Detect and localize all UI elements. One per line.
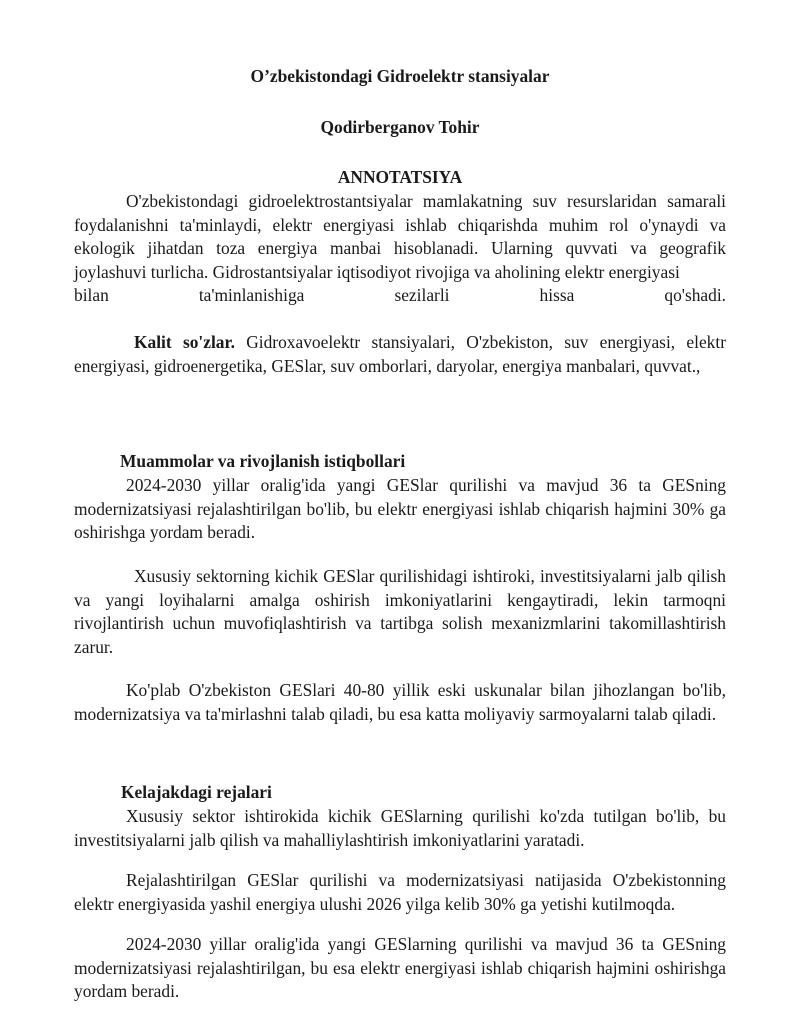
abstract-paragraph: O'zbekistondagi gidroelektrostantsiyalar mamlakatning suv resurslaridan samarali foydalanishni ta'minlaydi, elektr energiyasi ishlab chiqarishda muhim rol o'ynaydi va ekologik jihatdan toza energiya manbai hisoblanadi. Ularning quvvati va geografik joylashuvi turlicha. Gidrostantsiyalar iqtisodiyot rivojiga va aholining elektr energiyasi [74, 191, 726, 282]
section1-paragraph-3: Ko'plab O'zbekiston GESlari 40-80 yillik eski uskunalar bilan jihozlangan bo'lib, modernizatsiya va ta'mirlashni talab qiladi, bu esa katta moliyaviy sarmoyalarni talab qiladi. [74, 680, 726, 724]
section2-paragraph-2: Rejalashtirilgan GESlar qurilishi va modernizatsiyasi natijasida O'zbekistonning elektr energiyasida yashil energiya ulushi 2026 yilga kelib 30% ga yetishi kutilmoqda. [74, 870, 726, 914]
annotation-heading: ANNOTATSIYA [337, 167, 463, 187]
section1-paragraph-2: Xususiy sektorning kichik GESlar qurilishidagi ishtiroki, investitsiyalarni jalb qilish va yangi loyihalarni amalga oshirish imkoniyatlarini kengaytiradi, lekin tarmoqni rivojlantirish uchun muvofiqlashtirish va tartibga solish mexanizmlarini takomillashtirish zarur. [74, 566, 726, 657]
keywords-text: Gidroxavoelektr stansiyalari, O'zbekiston, suv energiyasi, elektr energiyasi, gidroenergetika, GESlar, suv omborlari, daryolar, energiya manbalari, quvvat., [74, 332, 726, 376]
section2-paragraph-1: Xususiy sektor ishtirokida kichik GESlarning qurilishi ko'zda tutilgan bo'lib, bu investitsiyalarni jalb qilish va mahalliylashtirish imkoniyatlarini yaratadi. [74, 806, 726, 850]
document-title: O’zbekistondagi Gidroelektr stansiyalar [250, 66, 550, 86]
section-heading-future: Kelajakdagi rejalari [121, 782, 272, 802]
section-heading-problems: Muammolar va rivojlanish istiqbollari [120, 451, 406, 471]
section1-paragraph-1: 2024-2030 yillar oralig'ida yangi GESlar qurilishi va mavjud 36 ta GESning modernizatsiyasi rejalashtirilgan bo'lib, bu elektr energiyasi ishlab chiqarish hajmini 30% ga oshirishga yordam beradi. [74, 475, 726, 543]
section2-paragraph-3: 2024-2030 yillar oralig'ida yangi GESlarning qurilishi va mavjud 36 ta GESning modernizatsiyasi rejalashtirilgan, bu esa elektr energiyasi ishlab chiqarish hajmini oshirishga yordam beradi. [74, 934, 726, 1002]
abstract-last-line: bilan ta'minlanishiga sezilarli hissa qo'shadi. [74, 285, 726, 305]
author-name: Qodirberganov Tohir [320, 117, 480, 137]
keywords-paragraph [74, 331, 726, 378]
keywords-label: Kalit so'zlar. [134, 332, 235, 352]
